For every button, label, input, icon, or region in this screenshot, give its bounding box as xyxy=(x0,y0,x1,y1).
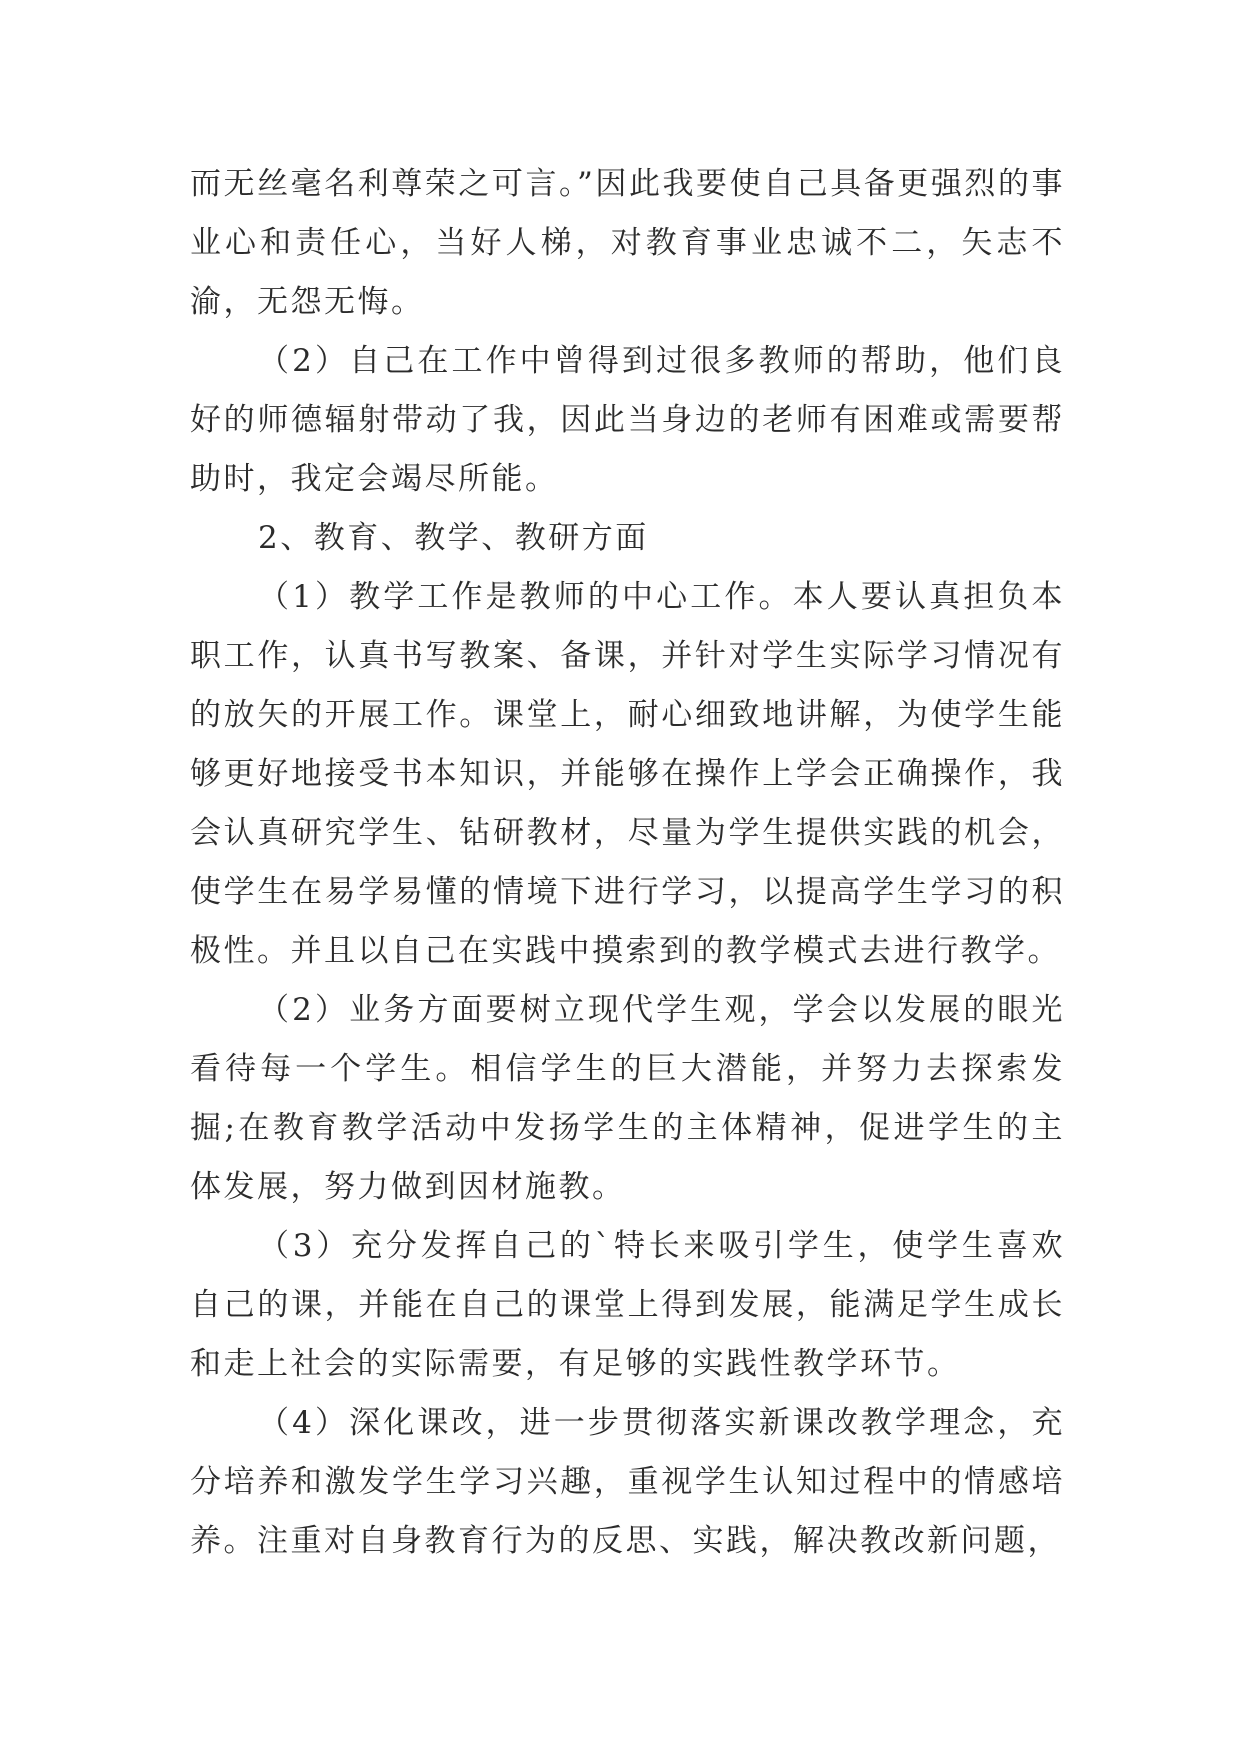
document-body xyxy=(190,155,1065,1571)
paragraph: （1）教学工作是教师的中心工作。本人要认真担负本职工作，认真书写教案、备课，并针对学生实际学习情况有的放矢的开展工作。课堂上，耐心细致地讲解，为使学生能够更好地接受书本知识，并能够在操作上学会正确操作，我会认真研究学生、钻研教材，尽量为学生提供实践的机会，使学生在易学易懂的情境下进行学习，以提高学生学习的积极性。并且以自己在实践中摸索到的教学模式去进行教学。 xyxy=(190,579,1065,969)
paragraph: （4）深化课改，进一步贯彻落实新课改教学理念，充分培养和激发学生学习兴趣，重视学生认知过程中的情感培养。注重对自身教育行为的反思、实践，解决教改新问题， xyxy=(190,1405,1065,1559)
paragraph: （2）业务方面要树立现代学生观，学会以发展的眼光看待每一个学生。相信学生的巨大潜能，并努力去探索发掘;在教育教学活动中发扬学生的主体精神，促进学生的主体发展，努力做到因材施教。 xyxy=(190,992,1065,1205)
section-heading: 2、教育、教学、教研方面 xyxy=(258,520,649,556)
paragraph: （2）自己在工作中曾得到过很多教师的帮助，他们良好的师德辐射带动了我，因此当身边的老师有困难或需要帮助时，我定会竭尽所能。 xyxy=(190,343,1065,497)
paragraph: （3）充分发挥自己的`特长来吸引学生，使学生喜欢自己的课，并能在自己的课堂上得到发展，能满足学生成长和走上社会的实际需要，有足够的实践性教学环节。 xyxy=(190,1228,1065,1382)
paragraph: 而无丝毫名利尊荣之可言。”因此我要使自己具备更强烈的事业心和责任心，当好人梯，对教育事业忠诚不二，矢志不渝，无怨无悔。 xyxy=(190,166,1065,320)
